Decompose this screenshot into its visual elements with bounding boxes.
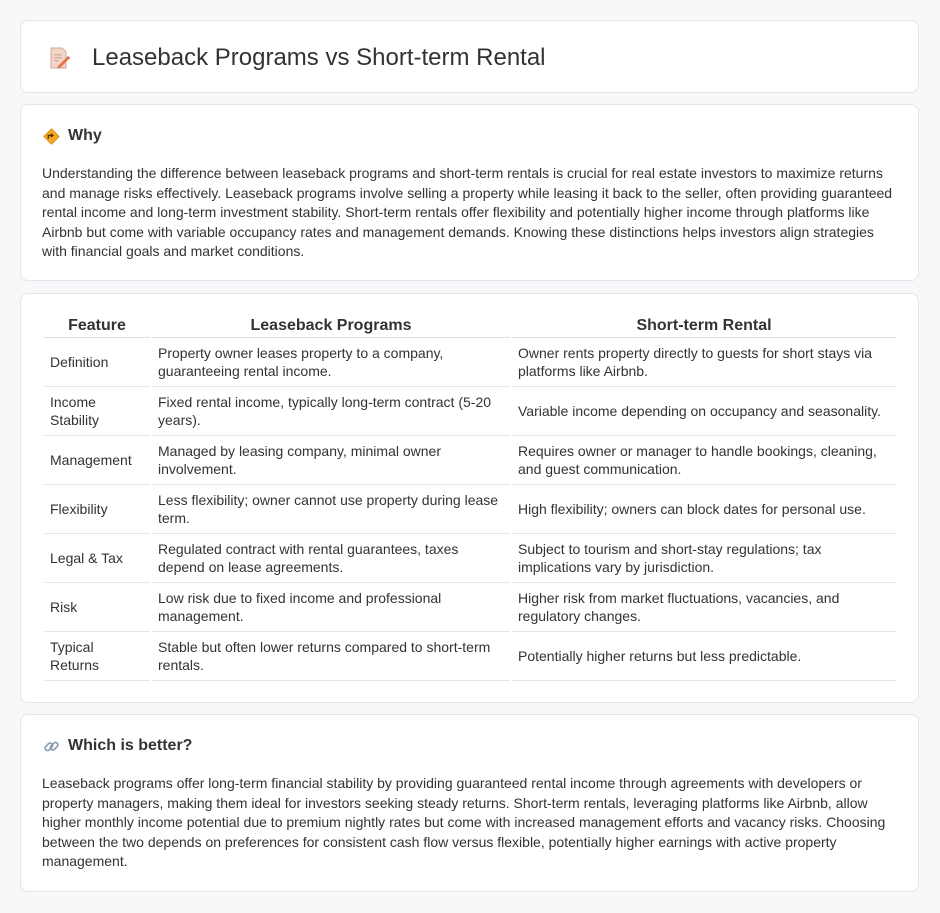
why-section <box>20 104 919 281</box>
road-sign-icon <box>43 128 60 145</box>
row-short-term: Requires owner or manager to handle bookings, cleaning, and guest communication. <box>512 436 896 485</box>
better-body: Leaseback programs offer long-term financial stability by providing guaranteed rental income through agreements with developers or property managers, making them ideal for investors seeking steady returns. Short-term rentals, leveraging platforms like Airbnb, allow higher monthly income potential due to premium nightly rates but come with increased management efforts and vacancy risks. Choosing between the two depends on preferences for consistent cash flow versus flexible, potentially higher earnings with active property management. <box>42 775 886 870</box>
row-feature: Management <box>44 436 150 485</box>
table-row <box>44 338 896 387</box>
row-leaseback: Low risk due to fixed income and professional management. <box>152 583 510 632</box>
document-pencil-icon <box>47 46 71 70</box>
table-row <box>44 387 896 436</box>
header-short-term: Short-term Rental <box>512 317 896 338</box>
which-is-better-section <box>20 714 919 892</box>
link-icon <box>43 738 60 755</box>
table-row <box>44 436 896 485</box>
why-body: Understanding the difference between leaseback programs and short-term rentals is crucial for real estate investors to maximize returns and manage risks effectively. Leaseback programs involve selling a property while leasing it back to the seller, often providing guaranteed rental income and long-term investment stability. Short-term rentals offer flexibility and potentially higher income through platforms like Airbnb but come with variable occupancy rates and management demands. Knowing these distinctions helps investors align strategies with financial goals and market conditions. <box>42 165 893 260</box>
row-leaseback: Managed by leasing company, minimal owner involvement. <box>152 436 510 485</box>
header-feature: Feature <box>44 317 150 338</box>
row-short-term: Potentially higher returns but less predictable. <box>512 632 896 681</box>
table-row <box>44 485 896 534</box>
row-short-term: Variable income depending on occupancy and seasonality. <box>512 387 896 436</box>
table-row <box>44 583 896 632</box>
row-feature: Definition <box>44 338 150 387</box>
row-feature: Income Stability <box>44 387 150 436</box>
comparison-table-card <box>20 293 919 703</box>
row-leaseback: Stable but often lower returns compared to short-term rentals. <box>152 632 510 681</box>
why-heading: Why <box>68 127 102 144</box>
better-heading: Which is better? <box>68 737 193 754</box>
header-leaseback: Leaseback Programs <box>152 317 510 338</box>
row-short-term: Owner rents property directly to guests for short stays via platforms like Airbnb. <box>512 338 896 387</box>
row-feature: Risk <box>44 583 150 632</box>
row-feature: Flexibility <box>44 485 150 534</box>
row-leaseback: Less flexibility; owner cannot use property during lease term. <box>152 485 510 534</box>
row-leaseback: Fixed rental income, typically long-term contract (5-20 years). <box>152 387 510 436</box>
row-short-term: High flexibility; owners can block dates for personal use. <box>512 485 896 534</box>
table-header-row <box>44 317 896 338</box>
row-leaseback: Regulated contract with rental guarantees, taxes depend on lease agreements. <box>152 534 510 583</box>
page-title: Leaseback Programs vs Short-term Rental <box>92 44 546 71</box>
header-card <box>20 20 919 93</box>
row-feature: Legal & Tax <box>44 534 150 583</box>
row-short-term: Higher risk from market fluctuations, vacancies, and regulatory changes. <box>512 583 896 632</box>
table-row <box>44 534 896 583</box>
row-leaseback: Property owner leases property to a company, guaranteeing rental income. <box>152 338 510 387</box>
table-row <box>44 632 896 681</box>
row-short-term: Subject to tourism and short-stay regulations; tax implications vary by jurisdiction. <box>512 534 896 583</box>
row-feature: Typical Returns <box>44 632 150 681</box>
comparison-table <box>42 317 898 681</box>
